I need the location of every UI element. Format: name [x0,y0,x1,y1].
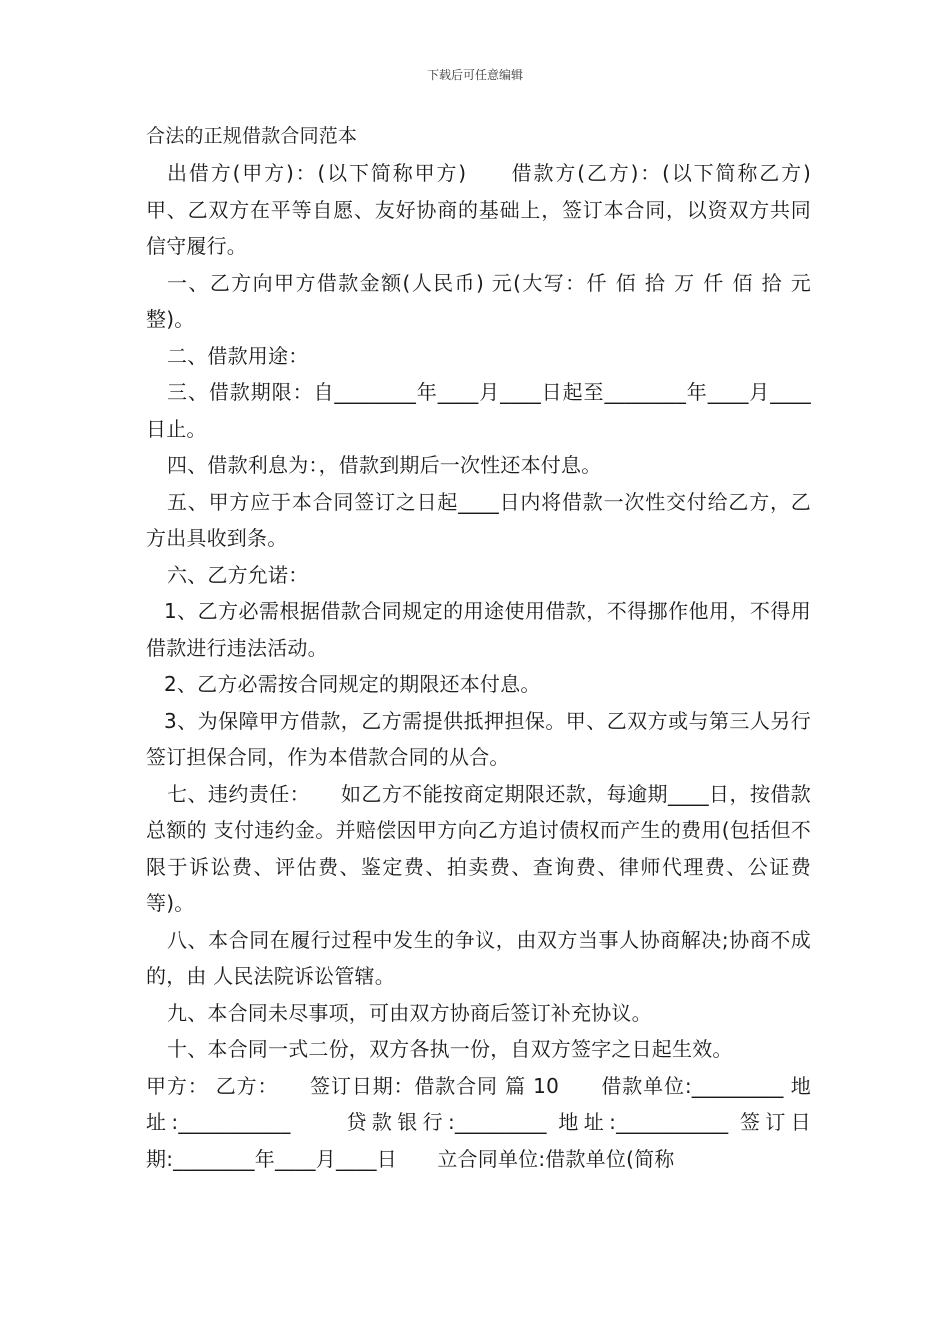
paragraph-clause-6-2: 2、乙方必需按合同规定的期限还本付息。 [164,672,541,696]
paragraph-clause-1: 一、乙方向甲方借款金额(人民币) 元(大写：仟 佰 拾 万 仟 佰 拾 元整)。 [146,270,811,331]
paragraph-clause-3: 三、借款期限：自________年____月____日起至________年____月____日止。 [146,380,811,441]
page-header: 下载后可任意编辑 [426,68,523,82]
paragraph-clause-5: 五、甲方应于本合同签订之日起____日内将借款一次性交付给乙方，乙方出具收到条。 [146,489,811,550]
paragraph-clause-10: 十、本合同一式二份，双方各执一份，自双方签字之日起生效。 [167,1037,733,1061]
document-body [146,117,852,1177]
paragraph-clause-8: 八、本合同在履行过程中发生的争议，由双方当事人协商解决;协商不成的，由 人民法院诉讼管辖。 [146,927,811,988]
paragraph-signatures: 甲方： 乙方： 签订日期：借款合同 篇 10 借款单位:_________ 地址:___________ 贷款银行:_________ 地址:___________ 签订日期:________年____月____日 立合同单位:借款单位(简称 [146,1073,811,1171]
document-title: 合法的正规借款合同范本 [146,125,358,147]
paragraph-clause-6-1: 1、乙方必需根据借款合同规定的用途使用借款，不得挪作他用，不得用借款进行违法活动。 [146,599,811,660]
paragraph-clause-7: 七、违约责任： 如乙方不能按商定期限还款，每逾期____日，按借款总额的 支付违约金。并赔偿因甲方向乙方追讨债权而产生的费用(包括但不限于诉讼费、评估费、鉴定费、拍卖费、查询费、律师代理费、公证费等)。 [146,781,811,915]
paragraph-clause-2: 二、借款用途： [167,343,309,368]
paragraph-clause-6: 六、乙方允诺： [167,562,309,587]
paragraph-clause-6-3: 3、为保障甲方借款，乙方需提供抵押担保。甲、乙双方或与第三人另行签订担保合同，作为本借款合同的从合。 [146,708,811,769]
paragraph-parties: 出借方(甲方)：(以下简称甲方) 借款方(乙方)：(以下简称乙方) 甲、乙双方在平等自愿、友好协商的基础上，签订本合同，以资双方共同信守履行。 [146,161,852,258]
paragraph-clause-9: 九、本合同未尽事项，可由双方协商后签订补充协议。 [167,1000,652,1025]
paragraph-clause-4: 四、借款利息为：，借款到期后一次性还本付息。 [167,453,602,477]
